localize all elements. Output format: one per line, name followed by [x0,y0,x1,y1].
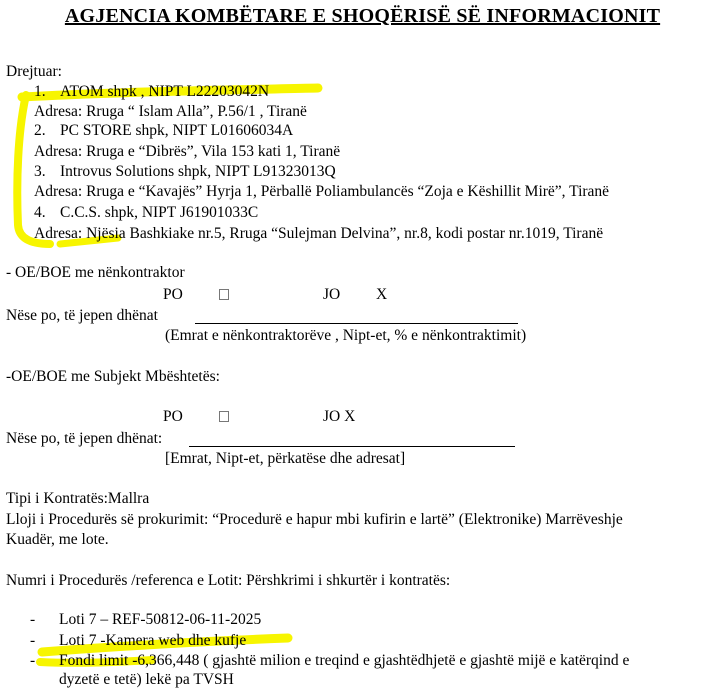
support-subject-details-label: Nëse po, të jepen dhënat: [6,430,163,447]
support-subject-heading: -OE/BOE me Subjekt Mbështetës: [6,368,220,385]
subcontractor-yes-label: PO [163,286,183,303]
subcontractor-heading: - OE/BOE me nënkontraktor [6,264,185,281]
recipient-2-number: 2. [34,122,46,139]
subcontractor-details-label: Nëse po, të jepen dhënat [6,307,158,324]
support-subject-yes-checkbox[interactable] [219,411,229,422]
support-subject-no-label: JO X [323,408,356,425]
recipient-2-address: Adresa: Rruga e “Dibrës”, Vila 153 kati 1, Tiranë [34,143,341,160]
support-subject-yes-label: PO [163,408,183,425]
procedure-number: Numri i Procedurës /referenca e Lotit: Përshkrimi i shkurtër i kontratës: [6,572,451,589]
subcontractor-details-blank[interactable] [195,309,518,324]
contract-type: Tipi i Kontratës:Mallra [6,490,150,507]
subcontractor-x-mark: X [376,286,388,303]
subcontractor-no-label: JO [323,286,341,303]
addressee-label: Drejtuar: [6,63,62,80]
bullet-dash-3: - [30,652,36,669]
procedure-type-line-2: Kuadër, me lote. [6,531,109,548]
recipient-1-name: ATOM shpk , NIPT L22203042N [60,83,270,100]
recipient-4-name: C.C.S. shpk, NIPT J61901033C [60,204,259,221]
recipient-4-address: Adresa: Njësia Bashkiake nr.5, Rruga “Sulejman Delvina”, nr.8, kodi postar nr.1019, Tiranë [34,225,604,242]
recipient-2-name: PC STORE shpk, NIPT L01606034A [60,122,294,139]
document-title: AGJENCIA KOMBËTARE E SHOQËRISË SË INFORMACIONIT [64,5,661,27]
procedure-type-line-1: Lloji i Procedurës së prokurimit: “Procedurë e hapur mbi kufirin e lartë” (Elektronike) Marrëveshje [6,511,623,528]
fund-limit-line-2: dyzetë e tetë) lekë pa TVSH [59,671,234,688]
subcontractor-yes-checkbox[interactable] [219,289,229,300]
recipient-1-number: 1. [34,83,46,100]
recipient-1-address: Adresa: Rruga “ Islam Alla”, P.56/1 , Tiranë [34,103,307,120]
recipient-3-address: Adresa: Rruga e “Kavajës” Hyrja 1, Përballë Poliambulancës “Zoja e Këshillit Mirë”, Tiranë [34,183,610,200]
subcontractor-details-hint: (Emrat e nënkontraktorëve , Nipt-et, % e nënkontraktimit) [165,327,527,344]
recipient-4-number: 4. [34,204,46,221]
lot-description: Loti 7 -Kamera web dhe kufje [59,632,247,649]
fund-limit-line-1: Fondi limit -6,366,448 ( gjashtë milion e treqind e gjashtëdhjetë e gjashtë mijë e katërqind e [59,652,630,669]
lot-reference: Loti 7 – REF-50812-06-11-2025 [59,611,262,628]
bullet-dash-2: - [30,632,36,649]
recipient-3-name: Introvus Solutions shpk, NIPT L91323013Q [60,163,336,180]
support-subject-details-hint: [Emrat, Nipt-et, përkatëse dhe adresat] [165,450,406,467]
recipient-3-number: 3. [34,163,46,180]
bullet-dash-1: - [30,611,36,628]
support-subject-details-blank[interactable] [189,432,515,447]
